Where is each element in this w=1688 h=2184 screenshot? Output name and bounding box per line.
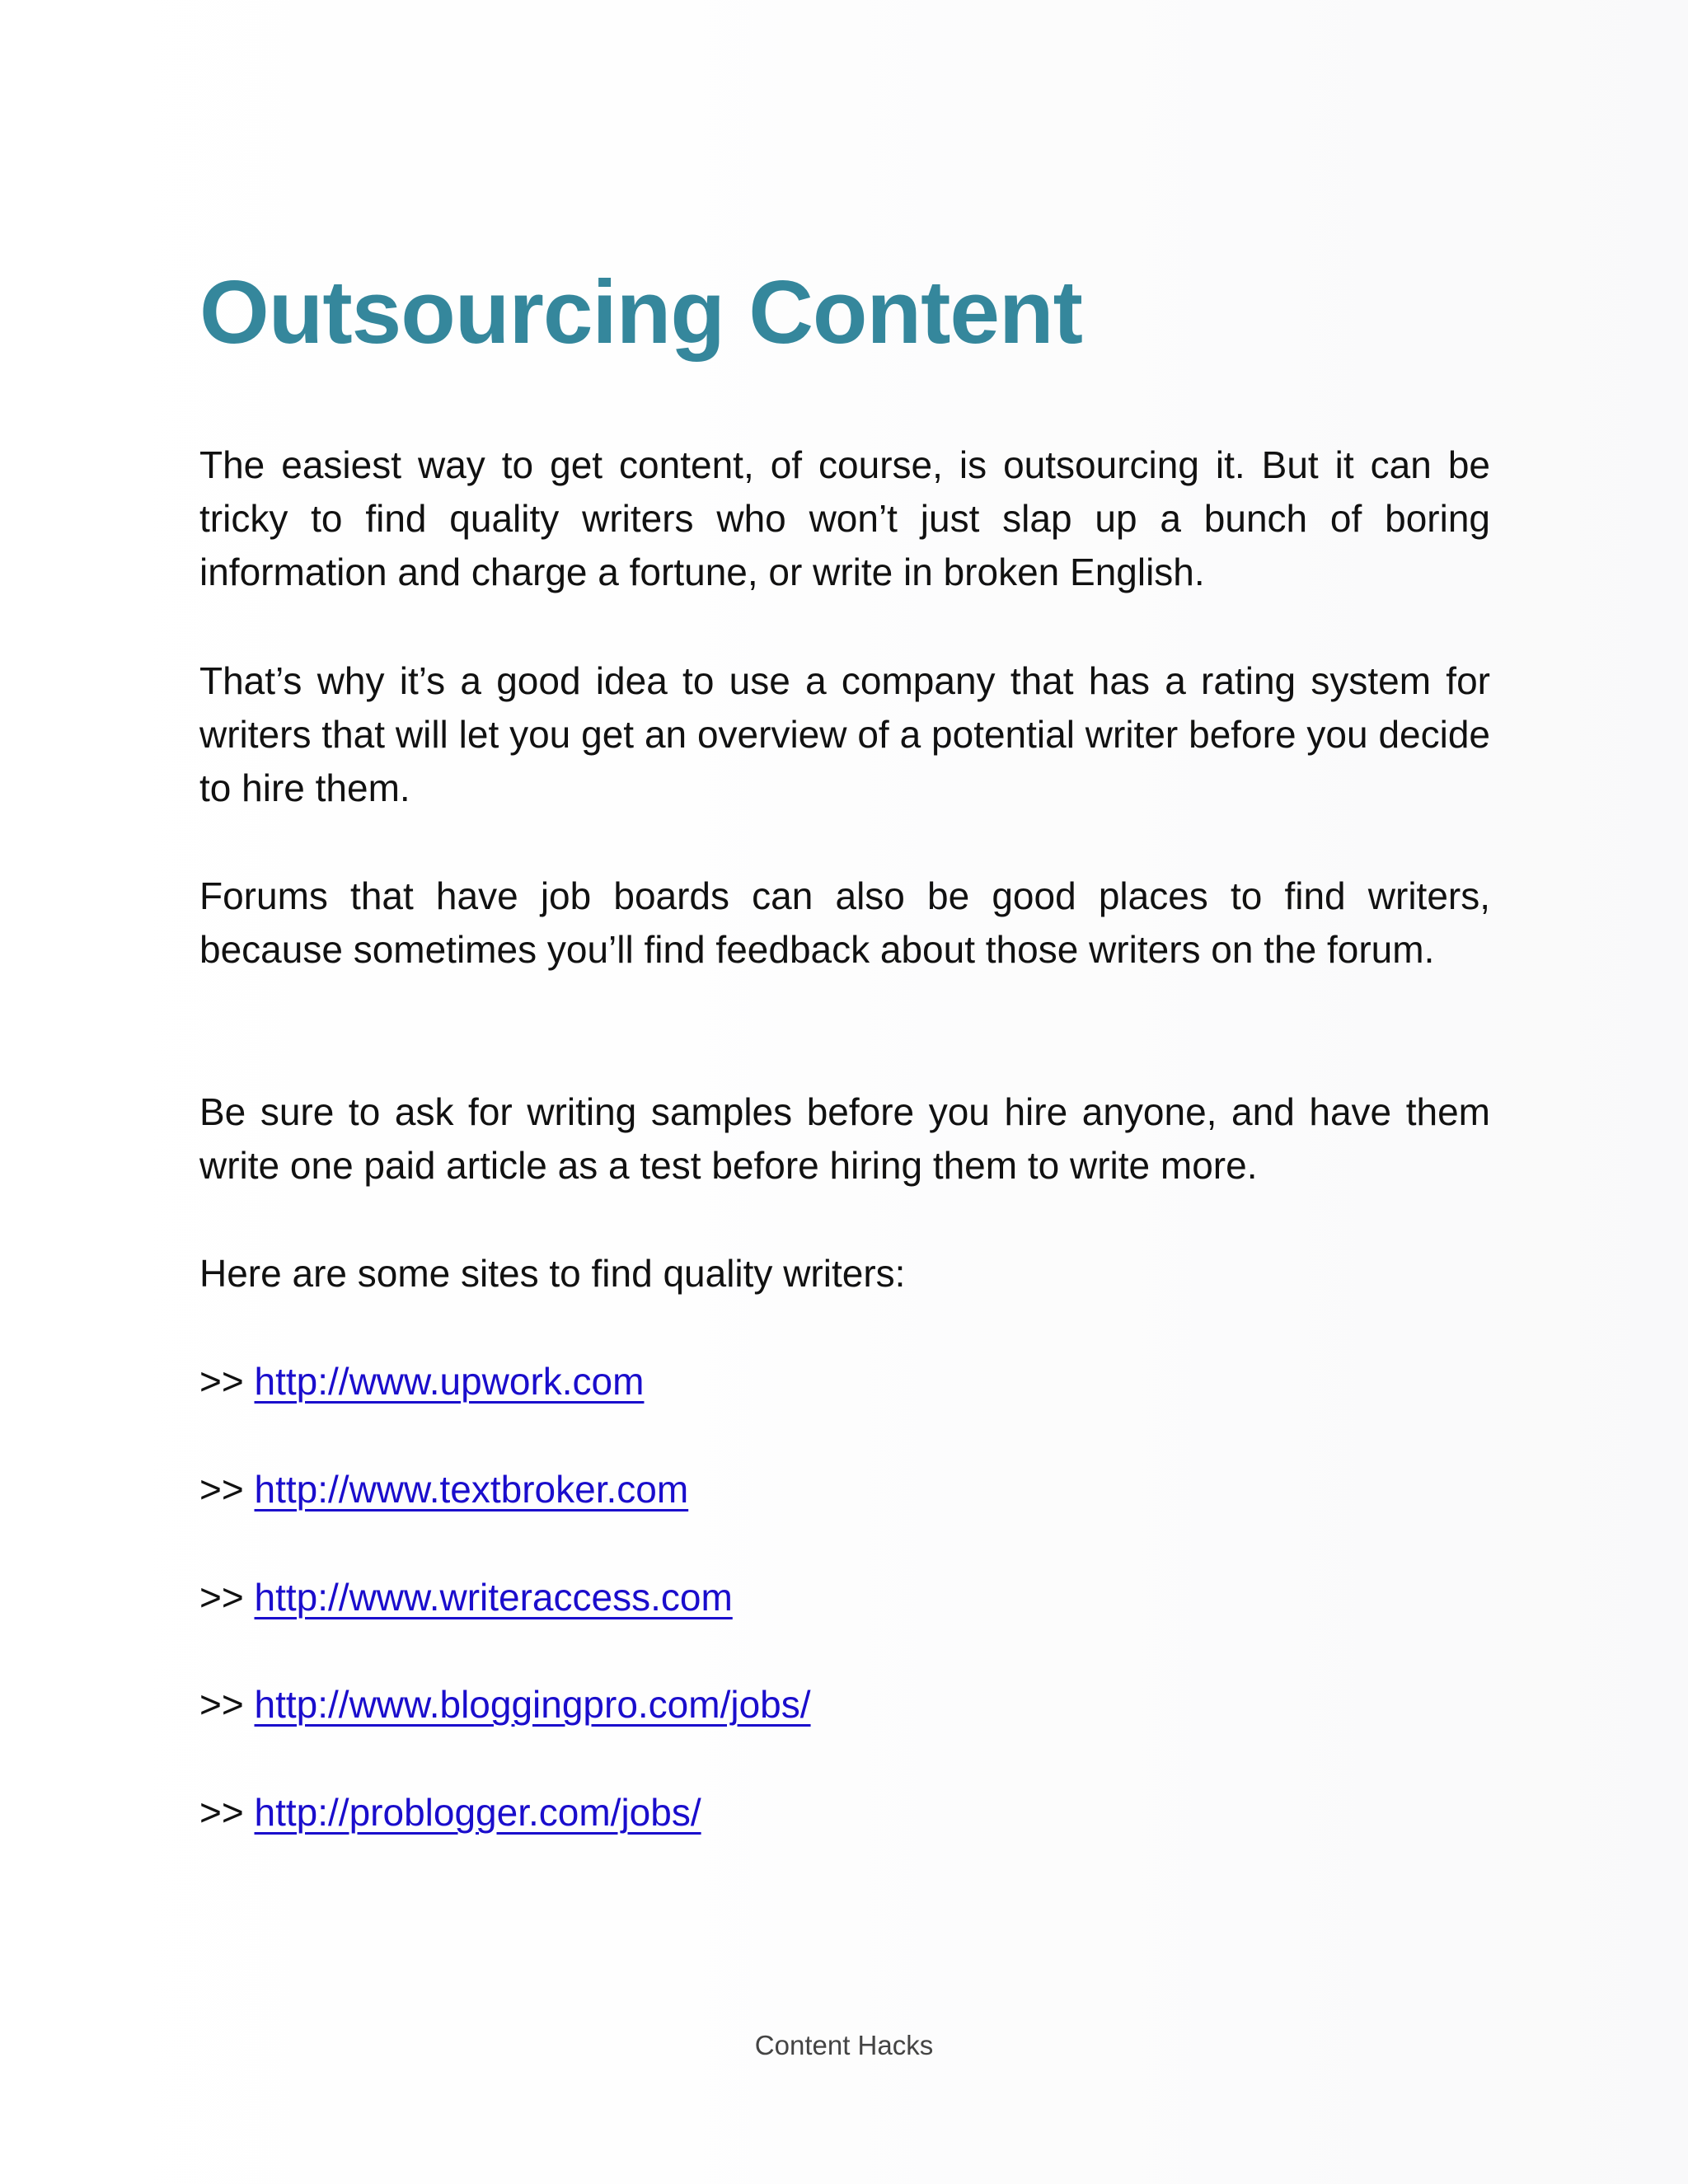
link-bloggingpro-jobs[interactable]: http://www.bloggingpro.com/jobs/ xyxy=(254,1683,811,1726)
link-list-item xyxy=(199,1786,701,1840)
link-list-item xyxy=(199,1355,644,1408)
paragraph-outsourcing-intro: The easiest way to get content, of course, is outsourcing it. But it can be tricky to find quality writers who won’t just slap up a bunch of boring information and charge a fortune, or write in broken English. xyxy=(199,443,1490,593)
document-page xyxy=(199,0,1490,2184)
paragraph-sites-intro: Here are some sites to find quality writers: xyxy=(199,1252,906,1295)
link-prefix: >> xyxy=(199,1468,244,1511)
page-footer: Content Hacks xyxy=(754,2030,934,2060)
link-list-item xyxy=(199,1463,688,1516)
link-problogger-jobs[interactable]: http://problogger.com/jobs/ xyxy=(254,1791,701,1834)
link-writeraccess[interactable]: http://www.writeraccess.com xyxy=(254,1576,733,1619)
link-textbroker[interactable]: http://www.textbroker.com xyxy=(254,1468,689,1511)
link-list-item xyxy=(199,1678,811,1732)
link-prefix: >> xyxy=(199,1360,244,1403)
paragraph-writing-samples: Be sure to ask for writing samples before you hire anyone, and have them write one paid article as a test before hiring them to write more. xyxy=(199,1090,1490,1187)
link-prefix: >> xyxy=(199,1791,244,1834)
link-prefix: >> xyxy=(199,1576,244,1619)
link-upwork[interactable]: http://www.upwork.com xyxy=(254,1360,645,1403)
page-title: Outsourcing Content xyxy=(199,262,1082,363)
paragraph-forums: Forums that have job boards can also be good places to find writers, because sometimes you’ll find feedback about those writers on the forum. xyxy=(199,874,1490,971)
link-prefix: >> xyxy=(199,1683,244,1726)
link-list-item xyxy=(199,1571,733,1624)
paragraph-rating-system: That’s why it’s a good idea to use a company that has a rating system for writers that will let you get an overview of a potential writer before you decide to hire them. xyxy=(199,659,1490,809)
